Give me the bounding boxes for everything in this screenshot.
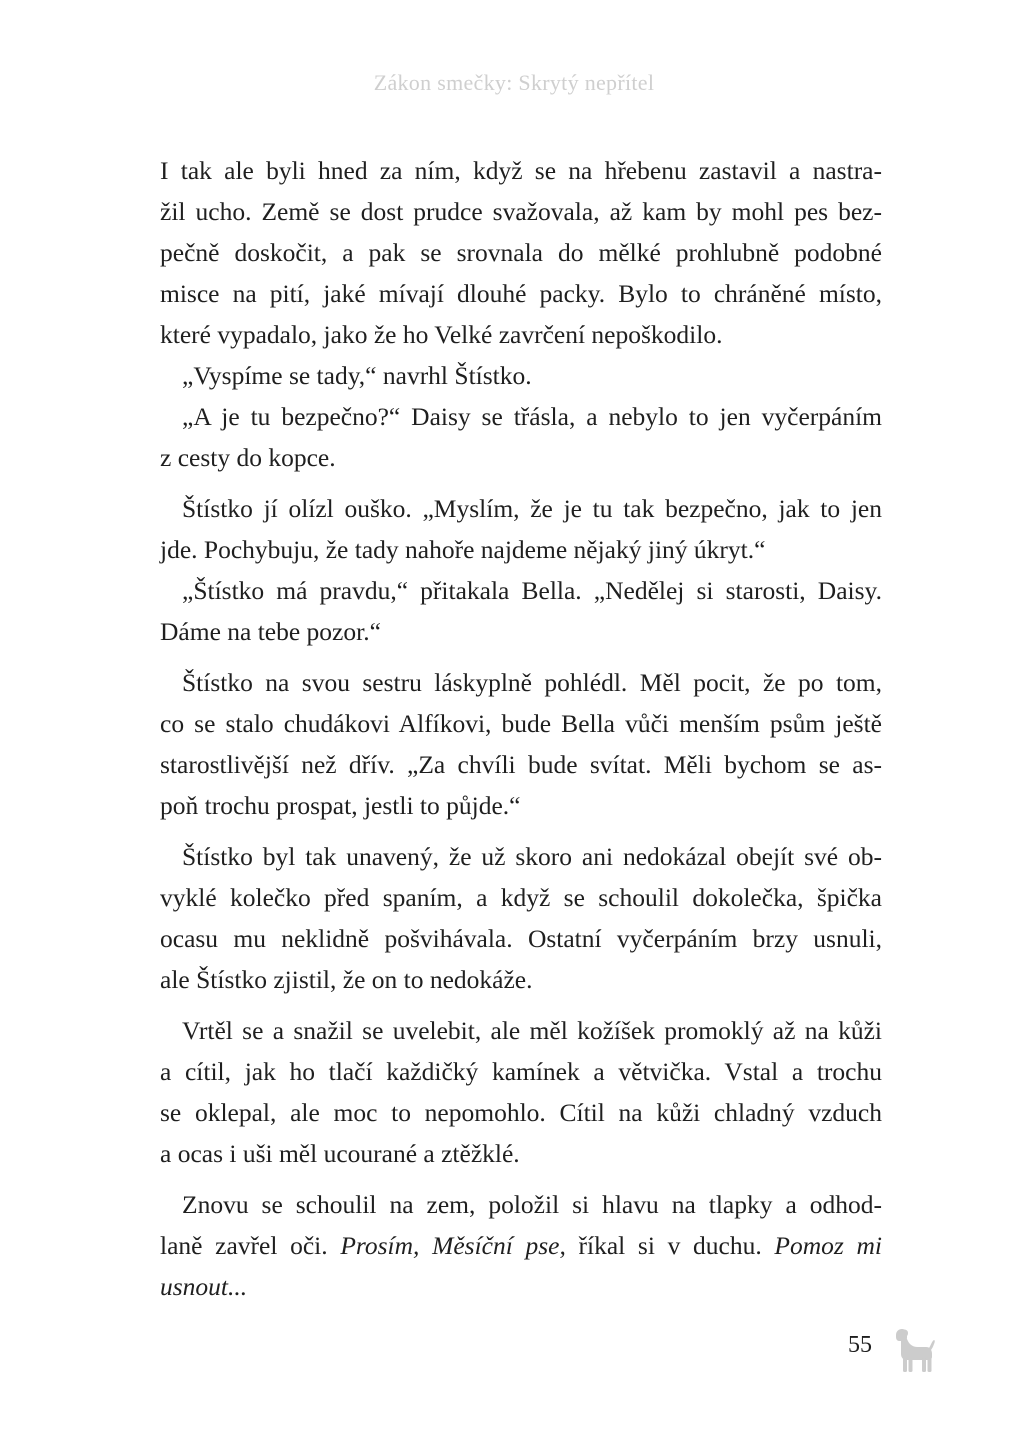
body-text xyxy=(160,150,882,1307)
text-line: ale Štístko zjistil, že on to nedokáže. xyxy=(160,965,533,994)
text-line: které vypadalo, jako že ho Velké zavrčení nepoškodilo. xyxy=(160,320,723,349)
text-line: Vrtěl se a snažil se uvelebit, ale měl kožíšek promoklý až na kůži xyxy=(182,1016,882,1045)
text-line: ocasu mu neklidně pošvihávala. Ostatní vyčerpáním brzy usnuli, xyxy=(160,924,882,953)
text-run: laně zavřel oči. xyxy=(160,1231,341,1260)
text-line: Znovu se schoulil na zem, položil si hlavu na tlapky a odhod- xyxy=(182,1190,882,1219)
text-line-italic xyxy=(160,1266,882,1307)
italic-text-run: usnout... xyxy=(160,1272,248,1301)
text-line: Štístko byl tak unavený, že už skoro ani nedokázal obejít své ob- xyxy=(182,842,882,871)
text-line: se oklepal, ale moc to nepomohlo. Cítil na kůži chladný vzduch xyxy=(160,1098,882,1127)
italic-text-run: Prosím, Měsíční pse, xyxy=(340,1231,566,1260)
text-line: Štístko jí olízl ouško. „Myslím, že je tu tak bezpečno, jak to jen xyxy=(182,494,882,523)
text-line: z cesty do kopce. xyxy=(160,443,336,472)
text-line: žil ucho. Země se dost prudce svažovala, až kam by mohl pes bez- xyxy=(160,197,882,226)
page-number: 55 xyxy=(848,1332,872,1358)
text-line: „Vyspíme se tady,“ navrhl Štístko. xyxy=(182,361,532,390)
text-line: starostlivější než dřív. „Za chvíli bude svítat. Měli bychom se as- xyxy=(160,750,882,779)
text-line: poň trochu prospat, jestli to půjde.“ xyxy=(160,791,521,820)
text-line: „A je tu bezpečno?“ Daisy se třásla, a nebylo to jen vyčerpáním xyxy=(182,402,882,431)
italic-text-run: Pomoz mi xyxy=(774,1231,883,1260)
text-line: a ocas i uši měl ucourané a ztěžklé. xyxy=(160,1139,520,1168)
text-line: co se stalo chudákovi Alfíkovi, bude Bella vůči menším psům ještě xyxy=(160,709,882,738)
text-line-mixed xyxy=(160,1225,882,1266)
text-line: a cítil, jak ho tlačí každičký kamínek a větvička. Vstal a trochu xyxy=(160,1057,882,1086)
dog-silhouette-icon xyxy=(892,1326,936,1374)
text-line: „Štístko má pravdu,“ přitakala Bella. „Nedělej si starosti, Daisy. xyxy=(182,576,882,605)
text-line: misce na pití, jaké mívají dlouhé packy. Bylo to chráněné místo, xyxy=(160,279,882,308)
text-line: pečně doskočit, a pak se srovnala do mělké prohlubně podobné xyxy=(160,238,882,267)
running-header-title: Zákon smečky: Skrytý nepřítel xyxy=(373,70,655,95)
text-line: I tak ale byli hned za ním, když se na hřebenu zastavil a nastra- xyxy=(160,156,882,185)
text-line: Dáme na tebe pozor.“ xyxy=(160,617,381,646)
text-run: říkal si v duchu. xyxy=(565,1231,775,1260)
text-line: vyklé kolečko před spaním, a když se schoulil dokolečka, špička xyxy=(160,883,882,912)
text-line: jde. Pochybuju, že tady nahoře najdeme nějaký jiný úkryt.“ xyxy=(160,535,766,564)
text-line: Štístko na svou sestru láskyplně pohlédl. Měl pocit, že po tom, xyxy=(182,668,882,697)
